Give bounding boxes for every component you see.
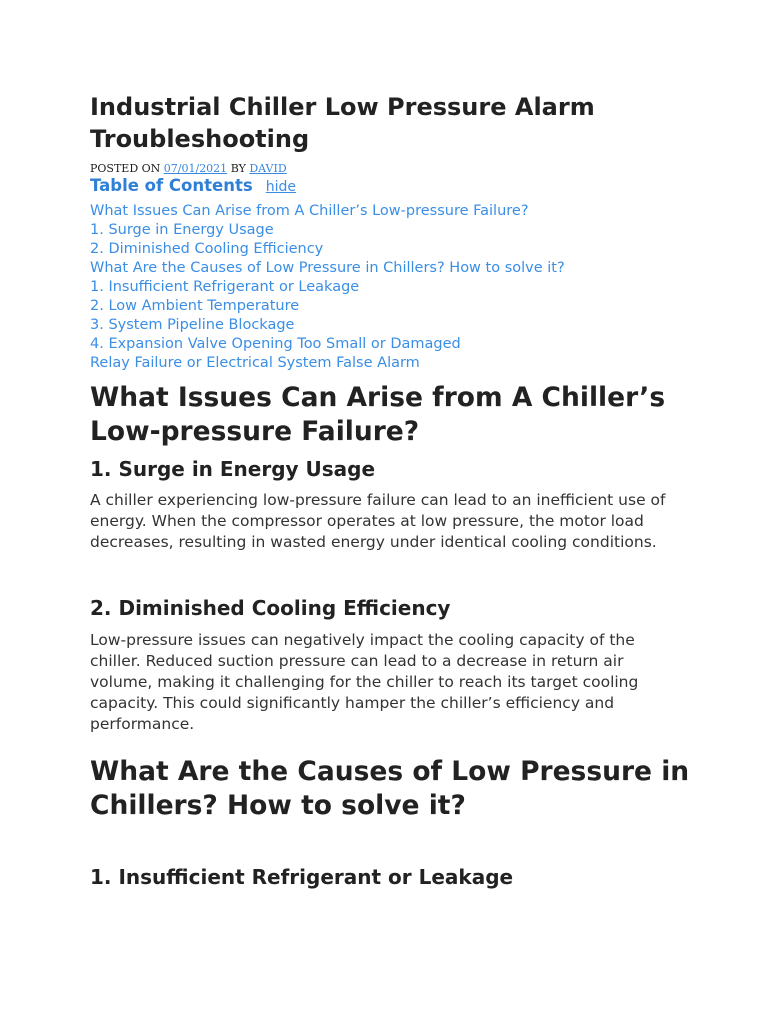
section-heading-issues: What Issues Can Arise from A Chiller’s Low-pressure Failure? [90, 382, 666, 447]
toc-hide-link[interactable]: hide [265, 179, 297, 195]
toc-item[interactable]: 2. Diminished Cooling Efficiency [90, 241, 324, 257]
posted-on-label: POSTED ON [90, 162, 161, 175]
toc-list [90, 202, 565, 373]
toc-item[interactable]: What Issues Can Arise from A Chiller’s Low-pressure Failure? [90, 203, 529, 219]
by-label: BY [230, 162, 246, 175]
page-title: Industrial Chiller Low Pressure Alarm Troubleshooting [90, 93, 595, 153]
toc-item[interactable]: 2. Low Ambient Temperature [90, 298, 300, 314]
toc-title: Table of Contents [90, 176, 253, 195]
subheading-cooling-efficiency: 2. Diminished Cooling Efficiency [90, 596, 451, 620]
post-date-link[interactable]: 07/01/2021 [163, 162, 228, 175]
subheading-energy-usage: 1. Surge in Energy Usage [90, 457, 376, 481]
paragraph-energy-usage: A chiller experiencing low-pressure failure can lead to an inefficient use of energy. When the compressor operates at low pressure, the motor load decreases, resulting in wasted energy under identical cooling conditions. [90, 491, 666, 551]
toc-item[interactable]: Relay Failure or Electrical System False Alarm [90, 355, 420, 371]
paragraph-cooling-efficiency: Low-pressure issues can negatively impact the cooling capacity of the chiller. Reduced suction pressure can lead to a decrease in return air volume, making it challenging for the chiller to reach its target cooling capacity. This could significantly hamper the chiller’s efficiency and performance. [90, 631, 639, 733]
toc-item[interactable]: 1. Insufficient Refrigerant or Leakage [90, 279, 360, 295]
toc-header [90, 175, 296, 197]
section-heading-causes: What Are the Causes of Low Pressure in Chillers? How to solve it? [90, 756, 690, 821]
author-link[interactable]: DAVID [249, 162, 287, 175]
toc-item[interactable]: 1. Surge in Energy Usage [90, 222, 274, 238]
subheading-refrigerant-leakage: 1. Insufficient Refrigerant or Leakage [90, 865, 514, 889]
toc-item[interactable]: What Are the Causes of Low Pressure in Chillers? How to solve it? [90, 260, 565, 276]
toc-item[interactable]: 4. Expansion Valve Opening Too Small or Damaged [90, 336, 461, 352]
post-meta [90, 162, 287, 176]
toc-item[interactable]: 3. System Pipeline Blockage [90, 317, 295, 333]
